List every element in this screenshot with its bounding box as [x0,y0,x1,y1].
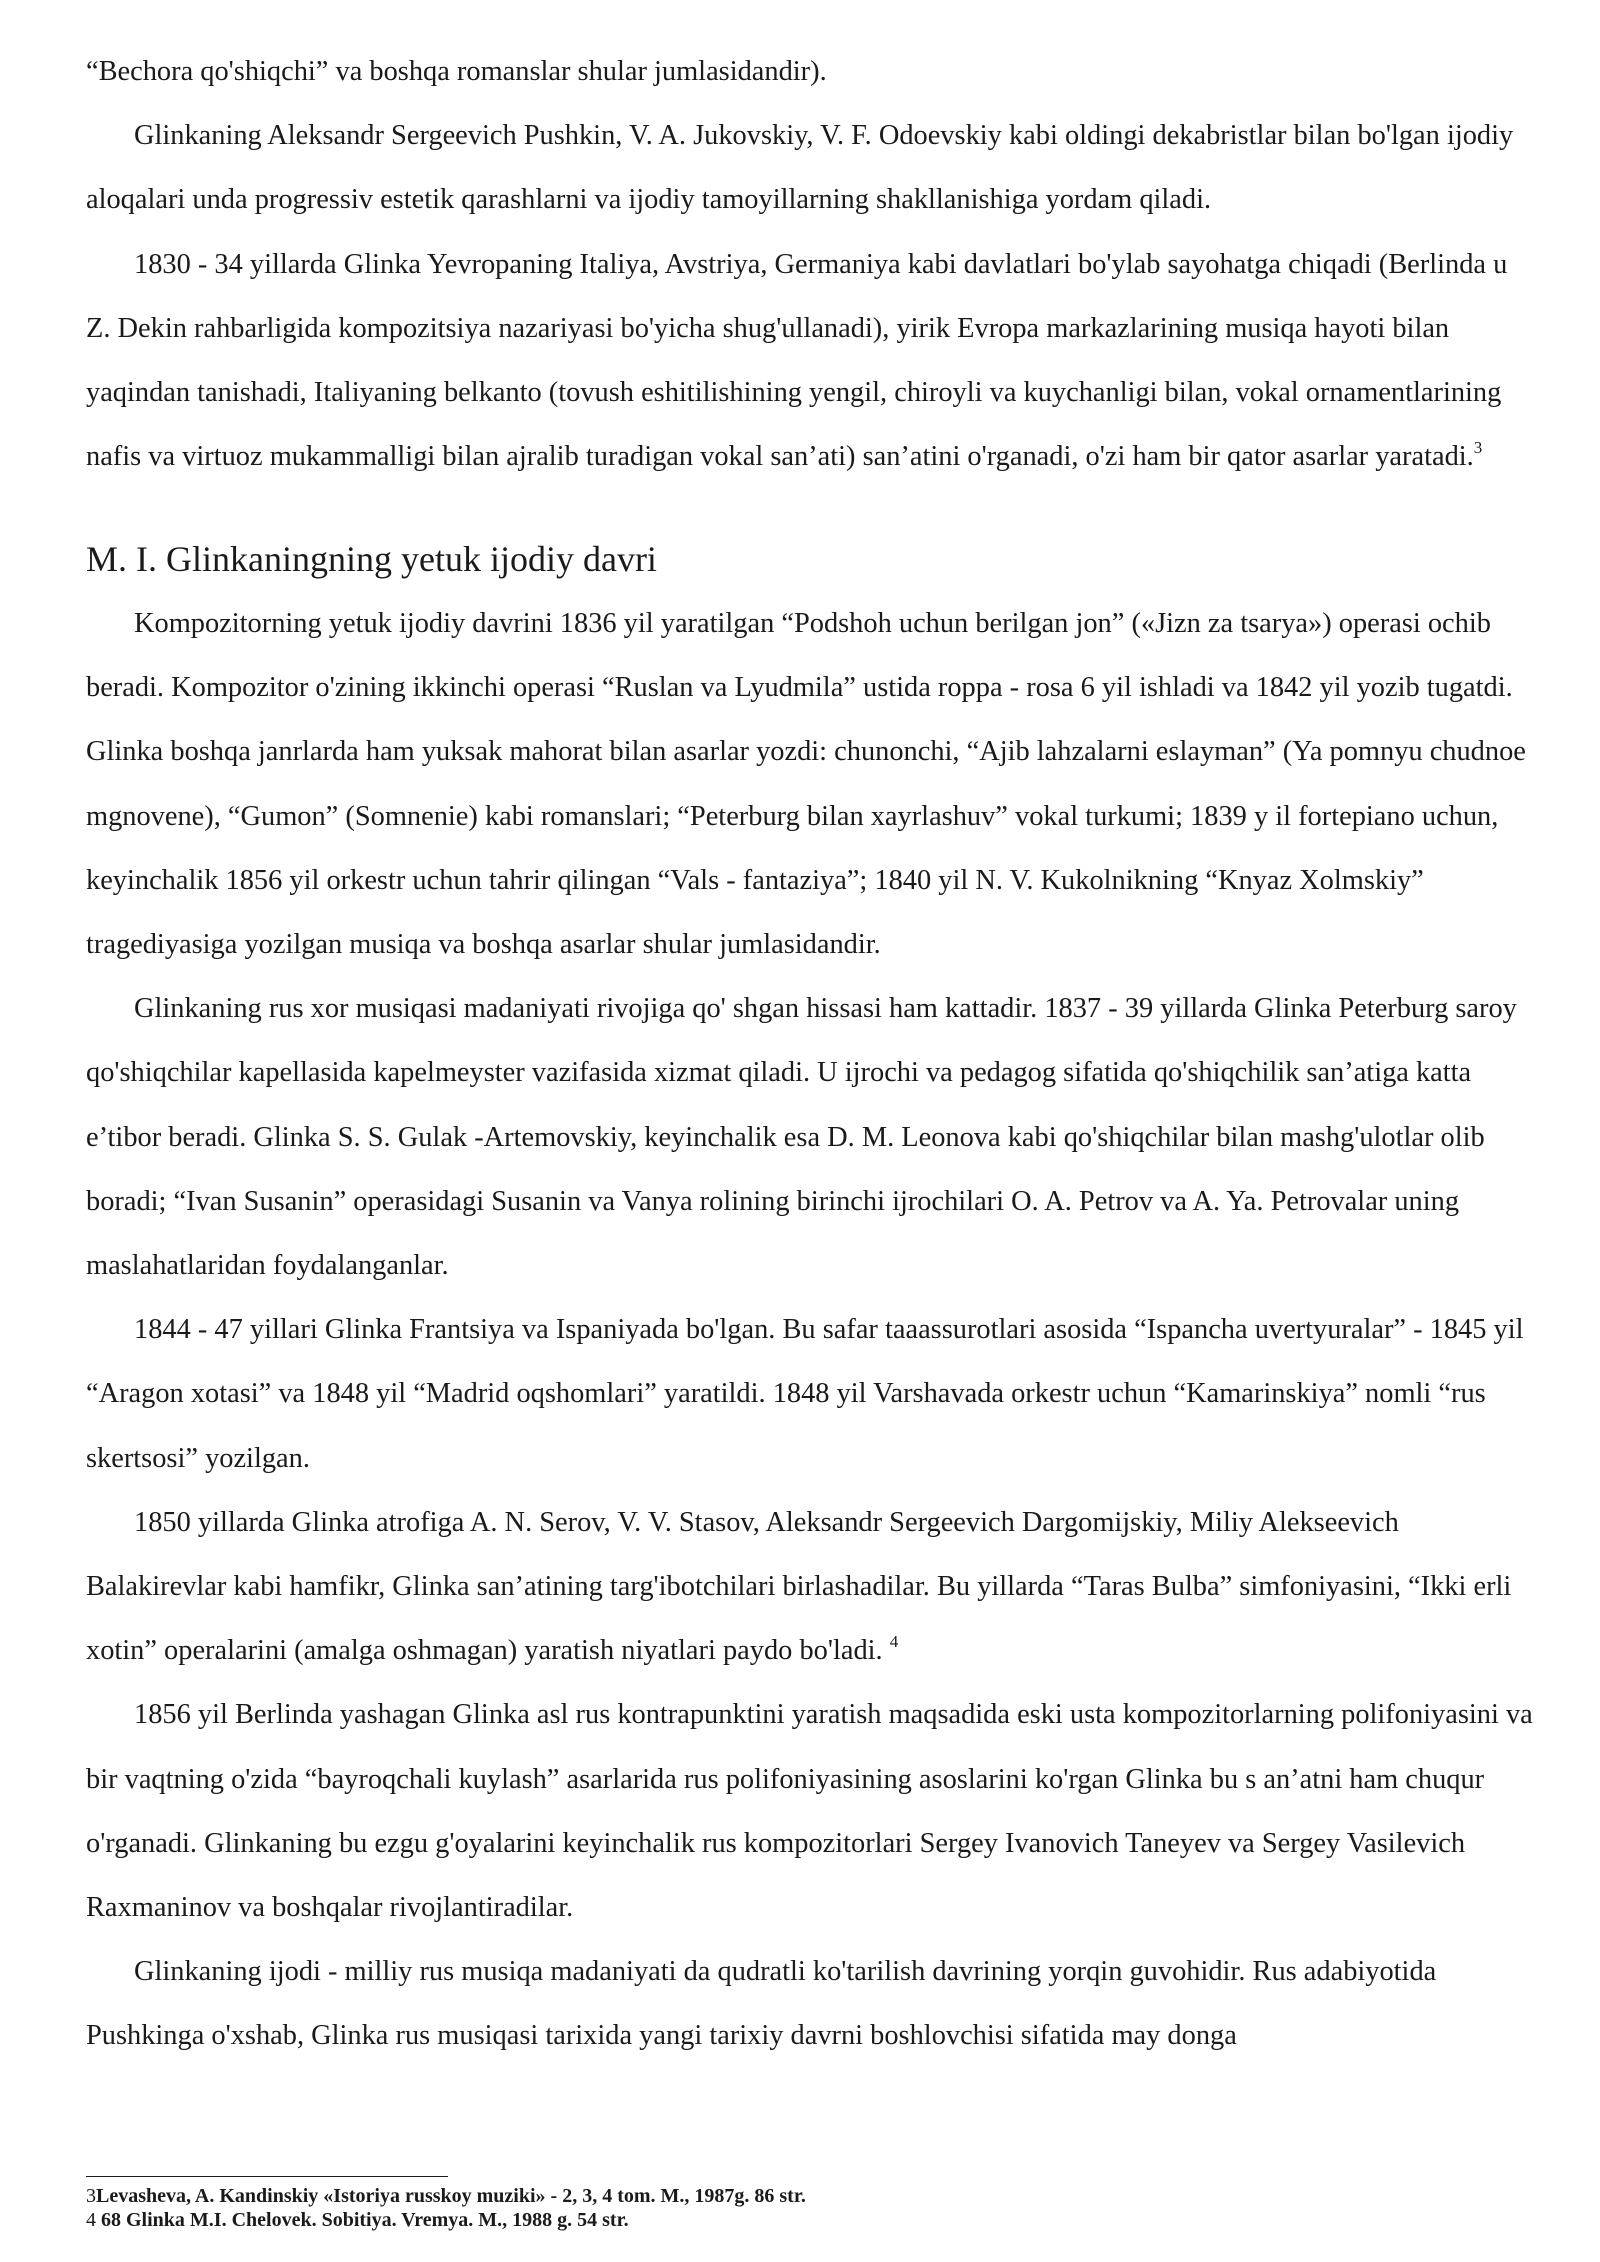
paragraph-1: “Bechora qo'shiqchi” va boshqa romanslar shular jumlasidandir). [86,56,827,87]
paragraph-3-text: 1830 - 34 yillarda Glinka Yevropaning Italiya, Avstriya, Germaniya kabi davlatlari bo'ylab sayohatga chiqadi (Berlinda u Z. Dekin rahbarligida kompozitsiya nazariyasi bo'yicha shug'ullanadi), yirik Evropa markazlarining musiqa hayoti bilan yaqindan tanishadi, Italiyaning belkanto (tovush eshitilishining yengil, chiroyli va kuychanligi bilan, vokal ornamentlarining nafis va virtuoz mukammalligi bilan ajralib turadigan vokal san’ati) san’atini o'rganadi, o'zi ham bir qator asarlar yaratadi. [86,248,1508,473]
footnote-4 [86,2208,806,2232]
paragraph-6: 1844 - 47 yillari Glinka Frantsiya va Ispaniyada bo'lgan. Bu safar taaassurotlari asosida “Ispancha uvertyuralar” - 1845 yil “Aragon xotasi” va 1848 yil “Madrid oqshomlari” yaratildi. 1848 yil Varshavada orkestr uchun “Kamarinskiya” nomli “rus skertsosi” yozilgan. [86,1314,1524,1474]
footnotes [86,2184,806,2232]
section-heading: M. I. Glinkaningning yetuk ijodiy davri [86,539,657,579]
footnote-text: 68 Glinka M.I. Chelovek. Sobitiya. Vremya. M., 1988 g. 54 str. [101,2209,629,2231]
footnote-divider [86,2176,448,2177]
paragraph-3 [86,233,1536,490]
paragraph-5: Glinkaning rus xor musiqasi madaniyati rivojiga qo' shgan hissasi ham kattadir. 1837 - 39 yillarda Glinka Peterburg saroy qo'shiqchilar kapellasida kapelmeyster vazifasida xizmat qiladi. U ijrochi va pedagog sifatida qo'shiqchilik san’atiga katta e’tibor beradi. Glinka S. S. Gulak -Artemovskiy, keyinchalik esa D. M. Leonova kabi qo'shiqchilar bilan mashg'ulotlar olib boradi; “Ivan Susanin” operasidagi Susanin va Vanya rolining birinchi ijrochilari O. A. Petrov va A. Ya. Petrovalar uning maslahatlaridan foydalanganlar. [86,993,1517,1282]
paragraph-7 [86,1491,1536,1684]
footnote-number: 3 [86,2185,96,2207]
paragraph-8: 1856 yil Berlinda yashagan Glinka asl rus kontrapunktini yaratish maqsadida eski usta kompozitorlarning polifoniyasini va bir vaqtning o'zida “bayroqchali kuylash” asarlarida rus polifoniyasining asoslarini ko'rgan Glinka bu s an’atni ham chuqur o'rganadi. Glinkaning bu ezgu g'oyalarini keyinchalik rus kompozitorlari Sergey Ivanovich Taneyev va Sergey Vasilevich Raxmaninov va boshqalar rivojlantiradilar. [86,1699,1533,1924]
paragraph-7-text: 1850 yillarda Glinka atrofiga A. N. Serov, V. V. Stasov, Aleksandr Sergeevich Dargomijskiy, Miliy Alekseevich Balakirevlar kabi hamfikr, Glinka san’atining targ'ibotchilari birlashadilar. Bu yillarda “Taras Bulba” simfoniyasini, “Ikki erli xotin” operalarini (amalga oshmagan) yaratish niyatlari paydo bo'ladi. [86,1506,1512,1667]
paragraph-9: Glinkaning ijodi - milliy rus musiqa madaniyati da qudratli ko'tarilish davrining yorqin guvohidir. Rus adabiyotida Pushkinga o'xshab, Glinka rus musiqasi tarixida yangi tarixiy davrni boshlovchisi sifatida may donga [86,1956,1437,2052]
footnote-ref-3[interactable]: 3 [1473,438,1483,458]
paragraph-2: Glinkaning Aleksandr Sergeevich Pushkin, V. A. Jukovskiy, V. F. Odoevskiy kabi oldingi dekabristlar bilan bo'lgan ijodiy aloqalari unda progressiv estetik qarashlarni va ijodiy tamoyillarning shakllanishiga yordam qiladi. [86,120,1514,216]
footnote-number: 4 [86,2209,96,2231]
footnote-3 [86,2184,806,2208]
paragraph-4: Kompozitorning yetuk ijodiy davrini 1836 yil yaratilgan “Podshoh uchun berilgan jon” («Jizn za tsarya») operasi ochib beradi. Kompozitor o'zining ikkinchi operasi “Ruslan va Lyudmila” ustida roppa - rosa 6 yil ishladi va 1842 yil yozib tugatdi. Glinka boshqa janrlarda ham yuksak mahorat bilan asarlar yozdi: chunonchi, “Ajib lahzalarni eslayman” (Ya pomnyu chudnoe mgnovene), “Gumon” (Somnenie) kabi romanslari; “Peterburg bilan xayrlashuv” vokal turkumi; 1839 y il fortepiano uchun, keyinchalik 1856 yil orkestr uchun tahrir qilingan “Vals - fantaziya”; 1840 yil N. V. Kukolnikning “Knyaz Xolmskiy” tragediyasiga yozilgan musiqa va boshqa asarlar shular jumlasidandir. [86,608,1526,961]
footnote-text: Levasheva, A. Kandinskiy «Istoriya russkoy muziki» - 2, 3, 4 tom. M., 1987g. 86 str. [96,2185,806,2207]
text-block-top [86,40,1536,489]
footnote-ref-4[interactable]: 4 [889,1632,899,1652]
text-block-main [86,592,1536,2069]
